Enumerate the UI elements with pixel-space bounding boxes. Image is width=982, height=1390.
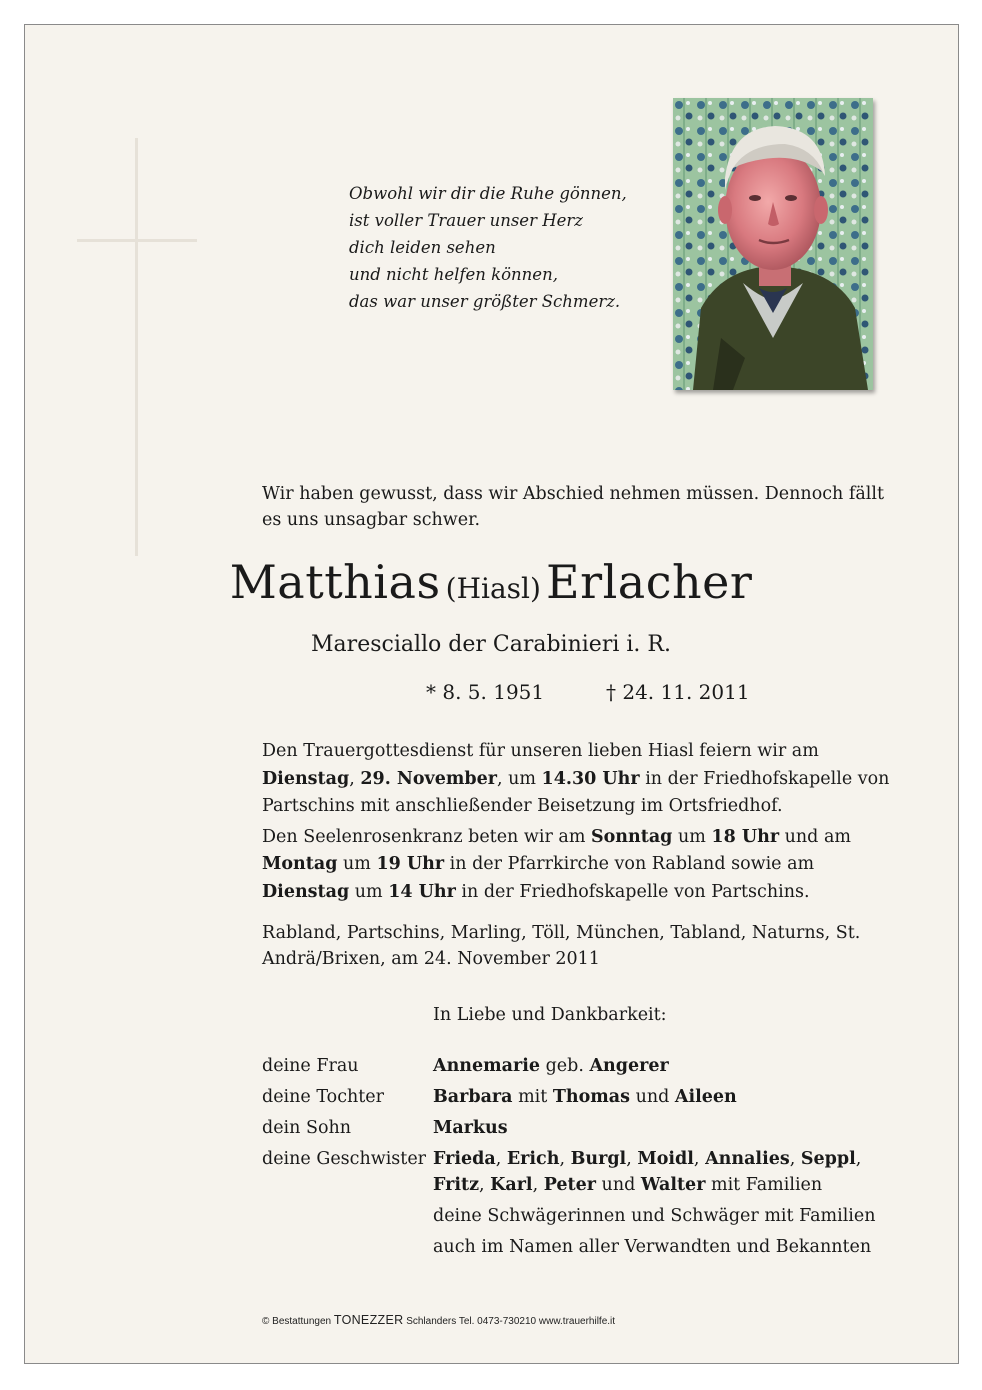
text-run: um [349, 881, 389, 902]
emphasis-text: Aileen [674, 1087, 737, 1107]
intro-text: Wir haben gewusst, dass wir Abschied nehmen müssen. Dennoch fällt es uns unsagbar schwer. [262, 484, 885, 530]
text-run: , [693, 1149, 706, 1169]
emphasis-text: Markus [433, 1118, 508, 1138]
funeral-service-paragraph [262, 738, 902, 821]
emphasis-text: Annemarie [433, 1056, 541, 1076]
emphasis-text: Fritz [433, 1175, 480, 1195]
portrait-photo [673, 98, 873, 390]
emphasis-text: 19 Uhr [376, 854, 445, 874]
text-run: Den Seelenrosenkranz beten wir am [262, 826, 591, 847]
text-run: auch im Namen aller Verwandten und Bekannten [433, 1237, 872, 1257]
text-run: , [479, 1175, 491, 1195]
text-run: und am [779, 826, 851, 847]
poem-line: ist voller Trauer unser Herz [349, 211, 583, 230]
emphasis-text: Walter [640, 1175, 706, 1195]
poem [349, 180, 627, 315]
family-row [262, 1051, 912, 1082]
emphasis-text: Montag [262, 854, 338, 874]
relation-label [262, 1201, 433, 1232]
rank-title: Maresciallo der Carabinieri i. R. [311, 632, 671, 657]
text-run: , um [496, 768, 542, 789]
text-run: in der Friedhofskapelle von Partschins mit anschließender Beisetzung im Ortsfriedhof. [262, 768, 890, 816]
footer-brand: TONEZZER [333, 1313, 404, 1327]
relation-label: dein Sohn [262, 1118, 352, 1138]
text-run: Den Trauergottesdienst für unseren lieben Hiasl feiern wir am [262, 741, 819, 761]
service-details [262, 738, 902, 909]
cross-icon [135, 138, 138, 556]
nickname: (Hiasl) [445, 572, 541, 605]
emphasis-text: Burgl [570, 1149, 627, 1169]
emphasis-text: Thomas [552, 1087, 630, 1107]
family-row [262, 1082, 912, 1113]
text-run: , [349, 768, 361, 789]
poem-line: das war unser größter Schmerz. [349, 292, 621, 311]
text-run: um [672, 826, 712, 847]
text-run: , [532, 1175, 544, 1195]
relative-names [433, 1201, 912, 1232]
text-run: , [789, 1149, 801, 1169]
emphasis-text: 18 Uhr [711, 826, 780, 847]
emphasis-text: 14 Uhr [388, 881, 456, 902]
footer [262, 1313, 615, 1327]
family-row [262, 1201, 912, 1232]
emphasis-text: Moidl [637, 1149, 694, 1169]
family-row [262, 1113, 912, 1144]
family-row [262, 1144, 912, 1201]
cross-icon-bar [77, 239, 197, 242]
family-list [262, 1051, 912, 1263]
text-run: deine Schwägerinnen und Schwäger mit Familien [433, 1206, 876, 1226]
text-run: um [337, 854, 377, 874]
text-run: mit Familien [705, 1175, 823, 1195]
poem-line: dich leiden sehen [349, 238, 496, 257]
thanks-line: In Liebe und Dankbarkeit: [433, 1005, 667, 1025]
relative-names [433, 1232, 912, 1263]
emphasis-text: Erich [506, 1149, 560, 1169]
emphasis-text: 29. November [360, 768, 497, 789]
text-run: , [495, 1149, 507, 1169]
footer-prefix: © Bestattungen [262, 1316, 332, 1327]
rosary-paragraph [262, 824, 902, 907]
relative-names [433, 1113, 912, 1144]
places-and-date: Rabland, Partschins, Marling, Töll, München, Tabland, Naturns, St. Andrä/Brixen, am 24. November 2011 [262, 923, 861, 969]
emphasis-text: Peter [543, 1175, 596, 1195]
last-name: Erlacher [546, 555, 753, 609]
emphasis-text: Angerer [589, 1056, 669, 1076]
relation-label: deine Frau [262, 1056, 359, 1076]
emphasis-text: Annalies [705, 1149, 790, 1169]
emphasis-text: Karl [490, 1175, 533, 1195]
emphasis-text: Dienstag [262, 768, 350, 789]
deceased-name [0, 555, 982, 609]
birth-date: * 8. 5. 1951 [426, 680, 545, 704]
text-run: , [626, 1149, 638, 1169]
death-date: † 24. 11. 2011 [606, 680, 750, 704]
emphasis-text: 14.30 Uhr [541, 768, 640, 789]
text-run: in der Pfarrkirche von Rabland sowie am [444, 854, 815, 874]
text-run: , [559, 1149, 571, 1169]
relation-label: deine Geschwister [262, 1149, 427, 1169]
text-run: mit [512, 1087, 553, 1107]
poem-line: Obwohl wir dir die Ruhe gönnen, [349, 184, 627, 203]
text-run: und [630, 1087, 675, 1107]
emphasis-text: Dienstag [262, 881, 350, 902]
relative-names [433, 1144, 912, 1201]
text-run: geb. [540, 1056, 590, 1076]
relative-names [433, 1082, 912, 1113]
footer-contact: Schlanders Tel. 0473-730210 www.trauerhilfe.it [406, 1316, 616, 1327]
text-run: in der Friedhofskapelle von Partschins. [455, 881, 810, 902]
text-run: und [595, 1175, 641, 1195]
emphasis-text: Seppl [800, 1149, 856, 1169]
first-name: Matthias [229, 555, 441, 609]
poem-line: und nicht helfen können, [349, 265, 558, 284]
relative-names [433, 1051, 912, 1082]
relation-label: deine Tochter [262, 1087, 385, 1107]
emphasis-text: Frieda [433, 1149, 496, 1169]
relation-label [262, 1232, 433, 1263]
emphasis-text: Barbara [433, 1087, 513, 1107]
family-row [262, 1232, 912, 1263]
emphasis-text: Sonntag [591, 826, 673, 847]
text-run: , [855, 1149, 862, 1169]
